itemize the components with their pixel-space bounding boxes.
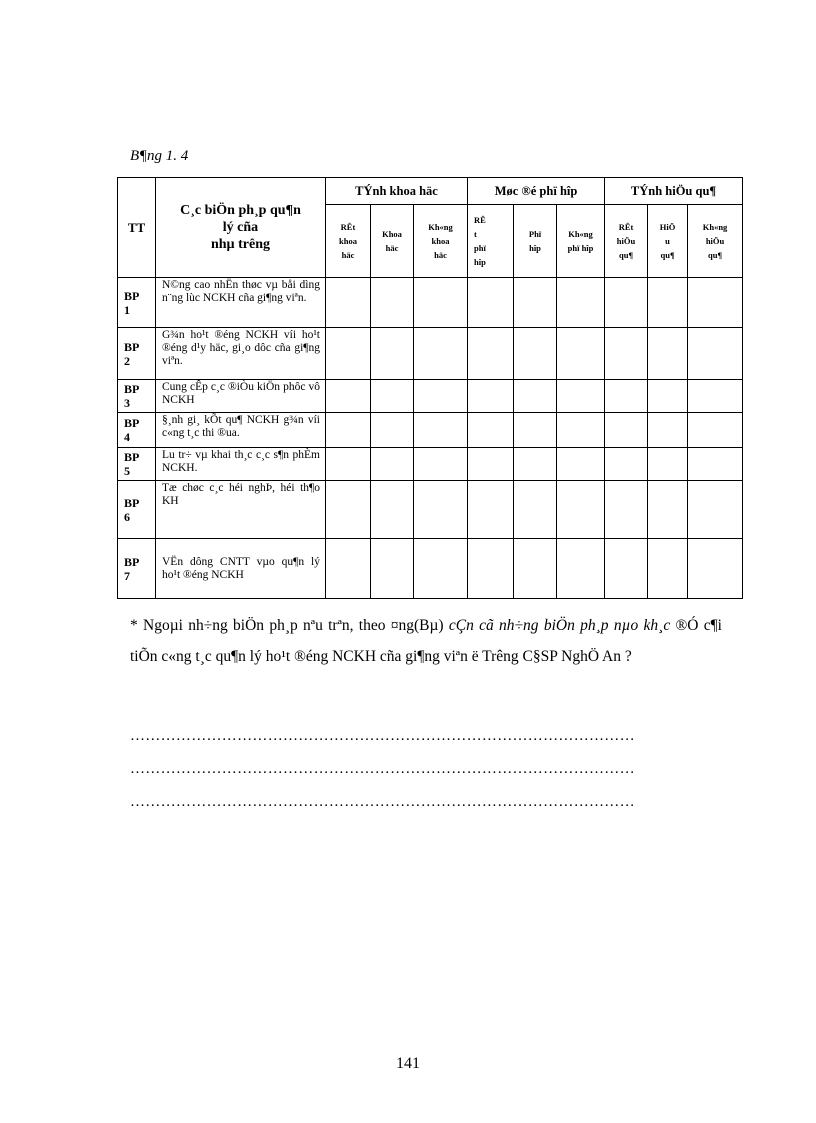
subheader-line: Kh«ng (568, 229, 593, 239)
rating-cell[interactable] (468, 413, 514, 448)
subheader (371, 205, 414, 278)
row-id-line: BP (124, 382, 140, 396)
rating-cell[interactable] (326, 328, 371, 380)
subheader-line: phï hîp (567, 243, 594, 253)
rating-cell[interactable] (557, 539, 605, 599)
rating-cell[interactable] (688, 481, 743, 539)
row-measure: N©ng cao nhËn thøc vµ båi dìng n¨ng lùc NCKH cña gi¶ng viªn. (156, 278, 326, 328)
group-header-suitability: Møc ®é phï hîp (468, 178, 605, 205)
rating-cell[interactable] (648, 380, 688, 413)
rating-cell[interactable] (414, 328, 468, 380)
row-id-line: 2 (124, 353, 130, 368)
rating-cell[interactable] (605, 448, 648, 481)
subheader-line: RÊt (340, 222, 356, 232)
rating-cell[interactable] (326, 539, 371, 599)
answer-line[interactable]: ……………………………………………………………………………………… (130, 728, 635, 744)
rating-cell[interactable] (468, 448, 514, 481)
subheader-line: hîp (474, 257, 486, 267)
row-id-line: BP (124, 288, 140, 303)
rating-cell[interactable] (514, 278, 557, 328)
column-header-tt: TT (118, 178, 156, 278)
subheader-line: qu¶ (660, 250, 675, 260)
row-id (118, 328, 156, 380)
rating-cell[interactable] (371, 539, 414, 599)
rating-cell[interactable] (414, 481, 468, 539)
rating-cell[interactable] (605, 539, 648, 599)
row-id (118, 481, 156, 539)
rating-cell[interactable] (605, 380, 648, 413)
table-row (118, 448, 743, 481)
table-row (118, 328, 743, 380)
open-question-text: * Ngoµi nh÷ng biÖn ph¸p nªu trªn, theo ¤ng(Bµ) (130, 617, 449, 634)
rating-cell[interactable] (468, 278, 514, 328)
rating-cell[interactable] (414, 278, 468, 328)
rating-cell[interactable] (414, 380, 468, 413)
subheader-line: phï (474, 243, 486, 253)
row-id (118, 539, 156, 599)
rating-cell[interactable] (688, 328, 743, 380)
rating-cell[interactable] (514, 328, 557, 380)
rating-cell[interactable] (557, 481, 605, 539)
rating-cell[interactable] (557, 448, 605, 481)
rating-cell[interactable] (326, 380, 371, 413)
column-header-measures-line: lý cña (222, 220, 259, 235)
table-row (118, 413, 743, 448)
rating-cell[interactable] (648, 278, 688, 328)
open-question (130, 610, 722, 672)
subheader (414, 205, 468, 278)
rating-cell[interactable] (688, 413, 743, 448)
subheader-line: hiÖu (616, 236, 636, 246)
rating-cell[interactable] (514, 413, 557, 448)
row-id-line: BP (124, 554, 140, 569)
subheader-line: Kh«ng (702, 222, 728, 232)
rating-cell[interactable] (648, 448, 688, 481)
row-measure: §¸nh gi¸ kÕt qu¶ NCKH g¾n víi c«ng t¸c thi ®ua. (156, 413, 326, 448)
row-id (118, 413, 156, 448)
rating-cell[interactable] (648, 413, 688, 448)
rating-cell[interactable] (688, 448, 743, 481)
row-id-line: 4 (124, 430, 130, 444)
rating-cell[interactable] (326, 413, 371, 448)
rating-cell[interactable] (557, 380, 605, 413)
group-header-effectiveness: TÝnh hiÖu qu¶ (605, 178, 743, 205)
rating-cell[interactable] (605, 278, 648, 328)
rating-cell[interactable] (371, 448, 414, 481)
rating-cell[interactable] (557, 328, 605, 380)
subheader (648, 205, 688, 278)
rating-cell[interactable] (371, 278, 414, 328)
survey-table (117, 177, 743, 599)
subheader-line: RÊt (618, 222, 634, 232)
rating-cell[interactable] (371, 481, 414, 539)
row-id-line: 1 (124, 302, 130, 317)
rating-cell[interactable] (414, 539, 468, 599)
row-id-line: BP (124, 339, 140, 354)
subheader (688, 205, 743, 278)
row-id-line: 6 (124, 509, 130, 524)
row-id (118, 278, 156, 328)
rating-cell[interactable] (648, 539, 688, 599)
rating-cell[interactable] (688, 380, 743, 413)
column-header-measures-line: C¸c biÖn ph¸p qu¶n (180, 203, 301, 218)
subheader-line: HiÖ (659, 222, 676, 232)
column-header-measures-line: nhµ trêng (210, 237, 270, 252)
rating-cell[interactable] (414, 413, 468, 448)
subheader-line: RÊ (474, 215, 486, 225)
open-question-text: ®Ó c¶i tiÕn c«ng t¸c qu¶n lý ho¹t ®éng NCKH cña gi¶ng viªn ë Trêng C§SP NghÖ An ? (130, 617, 722, 665)
rating-cell[interactable] (648, 328, 688, 380)
rating-cell[interactable] (326, 278, 371, 328)
table-row (118, 539, 743, 599)
rating-cell[interactable] (326, 448, 371, 481)
row-id-line: 5 (124, 464, 130, 478)
column-header-measures (156, 178, 326, 278)
rating-cell[interactable] (557, 278, 605, 328)
row-measure: Tæ chøc c¸c héi nghÞ, héi th¶o KH (156, 481, 326, 539)
subheader-line: häc (341, 250, 355, 260)
rating-cell[interactable] (371, 328, 414, 380)
rating-cell[interactable] (468, 539, 514, 599)
answer-line[interactable]: ……………………………………………………………………………………… (130, 761, 635, 777)
rating-cell[interactable] (605, 481, 648, 539)
table-row (118, 481, 743, 539)
subheader-line: Khoa (382, 229, 402, 239)
rating-cell[interactable] (468, 380, 514, 413)
subheader-line: häc (434, 250, 447, 260)
row-id (118, 380, 156, 413)
rating-cell[interactable] (514, 380, 557, 413)
rating-cell[interactable] (514, 481, 557, 539)
subheader (557, 205, 605, 278)
subheader (514, 205, 557, 278)
row-measure: G¾n ho¹t ®éng NCKH víi ho¹t ®éng d¹y häc, gi¸o dôc cña gi¶ng viªn. (156, 328, 326, 380)
rating-cell[interactable] (688, 278, 743, 328)
row-measure: Cung cÊp c¸c ®iÒu kiÖn phôc vô NCKH (156, 380, 326, 413)
subheader (326, 205, 371, 278)
rating-cell[interactable] (468, 328, 514, 380)
table-row (118, 380, 743, 413)
subheader-line: hîp (529, 243, 541, 253)
subheader-line: hiÖu (705, 236, 725, 246)
rating-cell[interactable] (514, 539, 557, 599)
row-id-line: BP (124, 450, 140, 464)
rating-cell[interactable] (605, 413, 648, 448)
table-row (118, 278, 743, 328)
page-number: 141 (396, 1055, 420, 1072)
rating-cell[interactable] (557, 413, 605, 448)
subheader-line: häc (385, 243, 399, 253)
row-measure: VËn dông CNTT vµo qu¶n lý ho¹t ®éng NCKH (156, 539, 326, 599)
subheader (468, 205, 514, 278)
row-id-line: BP (124, 495, 140, 510)
rating-cell[interactable] (371, 413, 414, 448)
rating-cell[interactable] (514, 448, 557, 481)
subheader-line: khoa (431, 236, 450, 246)
open-question-italic: cÇn cã nh÷ng biÖn ph¸p nµo kh¸c (448, 617, 671, 634)
group-header-scientific: TÝnh khoa häc (326, 178, 468, 205)
rating-cell[interactable] (605, 328, 648, 380)
rating-cell[interactable] (414, 448, 468, 481)
subheader-line: Phï (528, 229, 542, 239)
rating-cell[interactable] (688, 539, 743, 599)
row-id-line: BP (124, 416, 140, 430)
rating-cell[interactable] (371, 380, 414, 413)
subheader-line: qu¶ (618, 250, 634, 260)
subheader-line: u (665, 236, 670, 246)
row-id-line: 3 (124, 396, 130, 410)
subheader (605, 205, 648, 278)
subheader-line: t (474, 229, 477, 239)
subheader-line: khoa (339, 236, 357, 246)
row-id-line: 7 (124, 568, 130, 583)
row-measure: Lu tr÷ vµ khai th¸c c¸c s¶n phÈm NCKH. (156, 448, 326, 481)
subheader-line: Kh«ng (428, 222, 453, 232)
row-id (118, 448, 156, 481)
subheader-line: qu¶ (708, 250, 723, 260)
rating-cell[interactable] (468, 481, 514, 539)
table-caption: B¶ng 1. 4 (130, 148, 189, 164)
answer-line[interactable]: ……………………………………………………………………………………… (130, 794, 635, 810)
rating-cell[interactable] (326, 481, 371, 539)
rating-cell[interactable] (648, 481, 688, 539)
